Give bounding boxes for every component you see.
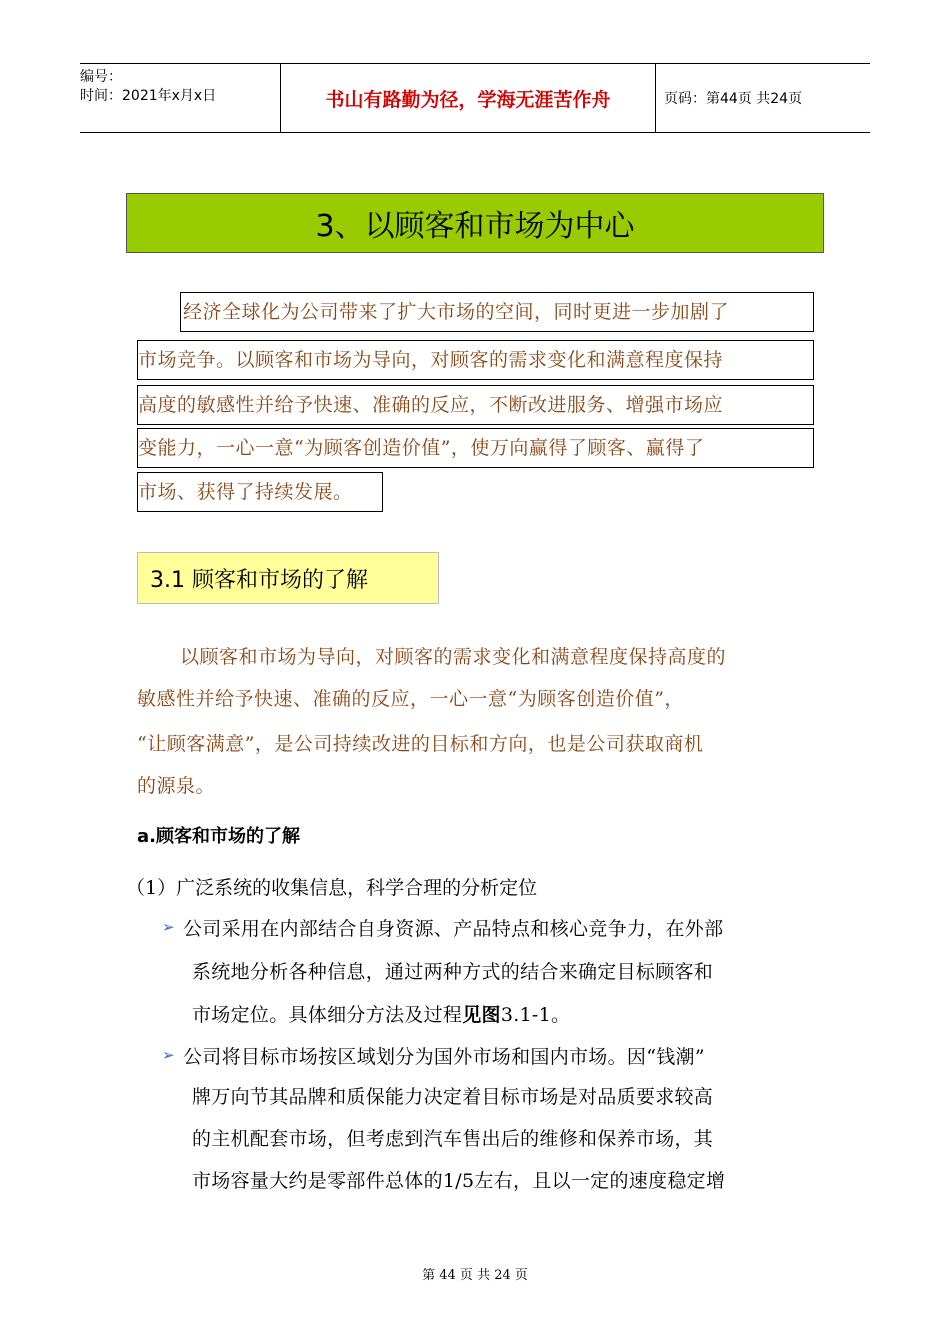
header-motto: 书山有路勤为径，学海无涯苦作舟 bbox=[280, 64, 656, 132]
paragraph-line: 的源泉。 bbox=[137, 775, 216, 797]
bullet-line: 公司将目标市场按区域划分为国外市场和国内市场。因“钱潮” bbox=[183, 1046, 705, 1068]
bullet-text: 市场定位。具体细分方法及过程 bbox=[192, 1004, 463, 1026]
intro-line: 市场、获得了持续发展。 bbox=[137, 472, 383, 512]
figure-ref-number: 3.1-1。 bbox=[500, 1004, 571, 1026]
bullet-line: 牌万向节其品牌和质保能力决定着目标市场是对品质要求较高 bbox=[192, 1086, 714, 1108]
page-header bbox=[80, 63, 870, 133]
page-footer: 第 44 页 共 24 页 bbox=[422, 1268, 528, 1283]
intro-line: 高度的敏感性并给予快速、准确的反应，不断改进服务、增强市场应 bbox=[137, 385, 814, 425]
intro-line: 变能力，一心一意“为顾客创造价值”，使万向赢得了顾客、赢得了 bbox=[137, 428, 814, 468]
bullet-line: 市场容量大约是零部件总体的1/5左右，且以一定的速度稳定增 bbox=[192, 1170, 726, 1192]
arrow-bullet-icon: ➢ bbox=[162, 918, 175, 936]
heading-a: a.顾客和市场的了解 bbox=[137, 826, 300, 847]
bullet-line: 的主机配套市场，但考虑到汽车售出后的维修和保养市场，其 bbox=[192, 1128, 714, 1150]
paragraph-line: “让顾客满意”，是公司持续改进的目标和方向，也是公司获取商机 bbox=[137, 733, 704, 755]
arrow-bullet-icon: ➢ bbox=[162, 1046, 175, 1064]
numbered-item: （1）广泛系统的收集信息，科学合理的分析定位 bbox=[126, 877, 538, 899]
subsection-title: 3.1 顾客和市场的了解 bbox=[137, 552, 439, 604]
paragraph-line: 敏感性并给予快速、准确的反应，一心一意“为顾客创造价值”， bbox=[137, 688, 684, 710]
header-left bbox=[80, 64, 280, 136]
bullet-line: 系统地分析各种信息，通过两种方式的结合来确定目标顾客和 bbox=[192, 961, 714, 983]
intro-line: 经济全球化为公司带来了扩大市场的空间，同时更进一步加剧了 bbox=[180, 292, 814, 332]
figure-ref-bold: 见图 bbox=[462, 1004, 501, 1026]
time-label: 时间：2021年x月x日 bbox=[80, 88, 217, 104]
section-title: 3、以顾客和市场为中心 bbox=[126, 193, 824, 253]
bullet-line: 公司采用在内部结合自身资源、产品特点和核心竞争力，在外部 bbox=[183, 918, 724, 940]
paragraph-line: 以顾客和市场为导向，对顾客的需求变化和满意程度保持高度的 bbox=[180, 646, 727, 668]
code-label: 编号： bbox=[80, 69, 122, 85]
intro-line: 市场竞争。以顾客和市场为导向，对顾客的需求变化和满意程度保持 bbox=[137, 340, 814, 380]
header-page-info: 页码：第44页 共24页 bbox=[664, 91, 803, 107]
bullet-line bbox=[192, 1000, 570, 1027]
